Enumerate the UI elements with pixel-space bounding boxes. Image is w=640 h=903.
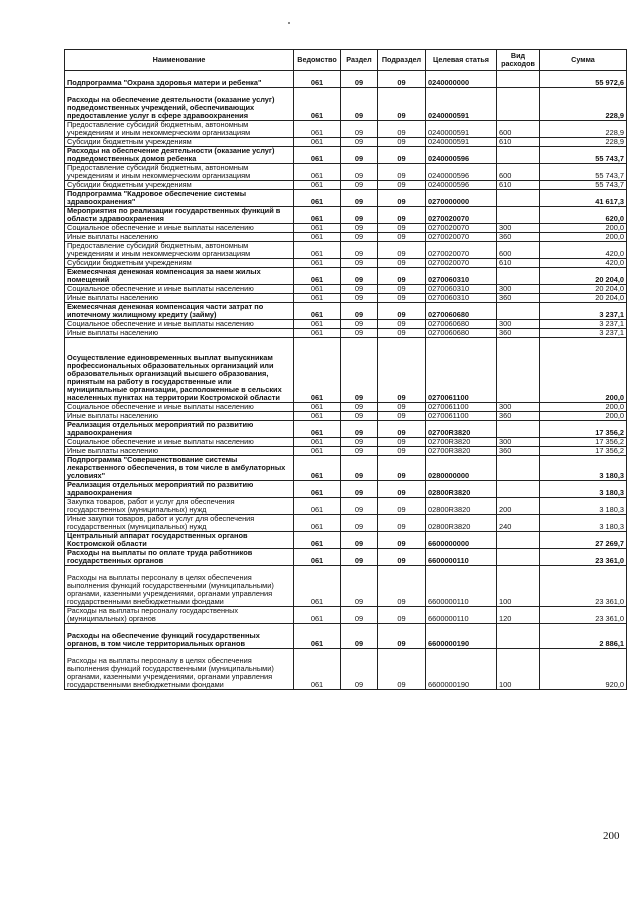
row-vedomstvo: 061 [294,164,341,181]
row-podrazdel: 09 [378,164,426,181]
row-name: Расходы на обеспечение деятельности (оказание услуг) подведомственных учреждений, обеспечивающих предоставление услуг в сфере здравоохранения [65,88,294,121]
row-name: Иные выплаты населению [65,329,294,338]
row-expense-type [497,456,540,481]
row-podrazdel: 09 [378,456,426,481]
row-razdel: 09 [341,438,378,447]
row-razdel: 09 [341,607,378,624]
row-podrazdel: 09 [378,515,426,532]
row-name: Социальное обеспечение и иные выплаты населению [65,438,294,447]
row-target-article: 0240000596 [426,181,497,190]
row-razdel: 09 [341,190,378,207]
row-vedomstvo: 061 [294,338,341,403]
row-razdel: 09 [341,207,378,224]
row-vedomstvo: 061 [294,147,341,164]
row-target-article: 0270000000 [426,190,497,207]
row-sum: 228,9 [540,121,627,138]
row-target-article: 0240000596 [426,164,497,181]
row-razdel: 09 [341,88,378,121]
row-name: Иные закупки товаров, работ и услуг для обеспечения государственных (муниципальных) нужд [65,515,294,532]
row-vedomstvo: 061 [294,403,341,412]
row-razdel: 09 [341,242,378,259]
row-razdel: 09 [341,181,378,190]
row-razdel: 09 [341,259,378,268]
row-sum: 3 237,1 [540,320,627,329]
header-vedomstvo: Ведомство [294,50,341,71]
table-body [65,71,627,690]
row-target-article: 0270020070 [426,242,497,259]
row-sum: 17 356,2 [540,438,627,447]
row-target-article: 02800R3820 [426,515,497,532]
row-razdel: 09 [341,566,378,607]
row-name: Субсидии бюджетным учреждениям [65,138,294,147]
row-expense-type [497,147,540,164]
table-header-row [65,50,627,71]
row-vedomstvo: 061 [294,190,341,207]
header-razdel: Раздел [341,50,378,71]
table-row [65,412,627,421]
row-name: Расходы на выплаты по оплате труда работников государственных органов [65,549,294,566]
table-row [65,481,627,498]
table-row [65,303,627,320]
row-name: Социальное обеспечение и иные выплаты населению [65,285,294,294]
row-vedomstvo: 061 [294,412,341,421]
table-row [65,294,627,303]
row-sum: 200,0 [540,224,627,233]
table-row [65,147,627,164]
row-name: Расходы на выплаты персоналу в целях обеспечения выполнения функций государственными (муниципальными) органами, казенными учреждениями, органами управления государственными внебюджетными фондами [65,566,294,607]
row-podrazdel: 09 [378,233,426,242]
row-sum: 55 743,7 [540,181,627,190]
row-name: Подпрограмма "Кадровое обеспечение системы здравоохранения" [65,190,294,207]
row-expense-type [497,549,540,566]
row-vedomstvo: 061 [294,532,341,549]
row-expense-type: 360 [497,447,540,456]
row-sum: 2 886,1 [540,624,627,649]
row-sum: 23 361,0 [540,549,627,566]
row-vedomstvo: 061 [294,268,341,285]
row-podrazdel: 09 [378,259,426,268]
row-name: Реализация отдельных мероприятий по развитию здравоохранения [65,481,294,498]
row-expense-type: 610 [497,138,540,147]
row-podrazdel: 09 [378,88,426,121]
row-target-article: 0270060680 [426,303,497,320]
row-expense-type [497,338,540,403]
row-expense-type: 200 [497,498,540,515]
row-expense-type [497,88,540,121]
row-target-article: 02800R3820 [426,498,497,515]
row-target-article: 0240000000 [426,71,497,88]
row-expense-type: 360 [497,329,540,338]
table-row [65,285,627,294]
row-vedomstvo: 061 [294,320,341,329]
row-razdel: 09 [341,498,378,515]
row-podrazdel: 09 [378,566,426,607]
row-name: Предоставление субсидий бюджетным, автономным учреждениям и иным некоммерческим организациям [65,242,294,259]
row-name: Расходы на обеспечение функций государственных органов, в том числе территориальных органов [65,624,294,649]
row-name: Подпрограмма "Охрана здоровья матери и ребенка" [65,71,294,88]
row-target-article: 0270060310 [426,294,497,303]
row-sum: 420,0 [540,242,627,259]
row-vedomstvo: 061 [294,649,341,690]
row-target-article: 0270061100 [426,403,497,412]
row-sum: 55 972,6 [540,71,627,88]
table-row [65,447,627,456]
row-razdel: 09 [341,421,378,438]
row-name: Центральный аппарат государственных органов Костромской области [65,532,294,549]
row-expense-type [497,71,540,88]
row-sum: 3 180,3 [540,515,627,532]
row-razdel: 09 [341,481,378,498]
row-vedomstvo: 061 [294,438,341,447]
row-sum: 27 269,7 [540,532,627,549]
row-sum: 23 361,0 [540,566,627,607]
row-sum: 23 361,0 [540,607,627,624]
row-podrazdel: 09 [378,303,426,320]
row-podrazdel: 09 [378,294,426,303]
row-expense-type: 300 [497,224,540,233]
table-row [65,607,627,624]
table-row [65,549,627,566]
row-expense-type: 300 [497,320,540,329]
row-vedomstvo: 061 [294,329,341,338]
table-row [65,338,627,403]
row-podrazdel: 09 [378,447,426,456]
row-vedomstvo: 061 [294,481,341,498]
table-row [65,224,627,233]
row-vedomstvo: 061 [294,88,341,121]
row-expense-type: 300 [497,285,540,294]
row-razdel: 09 [341,71,378,88]
row-expense-type: 360 [497,412,540,421]
row-vedomstvo: 061 [294,285,341,294]
table-row [65,515,627,532]
row-name: Осуществление единовременных выплат выпускникам профессиональных образовательных организаций или образовательных организаций высшего образования, принятым на работу в государственные или муниципальные организации, расположенные в сельских населенных пунктах на территории Костромской области [65,338,294,403]
row-razdel: 09 [341,549,378,566]
table-row [65,233,627,242]
table-row [65,71,627,88]
row-podrazdel: 09 [378,549,426,566]
row-sum: 55 743,7 [540,164,627,181]
table-row [65,138,627,147]
header-name: Наименование [65,50,294,71]
row-razdel: 09 [341,515,378,532]
row-podrazdel: 09 [378,224,426,233]
row-podrazdel: 09 [378,190,426,207]
row-expense-type [497,303,540,320]
row-podrazdel: 09 [378,624,426,649]
row-expense-type: 300 [497,438,540,447]
row-podrazdel: 09 [378,138,426,147]
row-expense-type: 100 [497,566,540,607]
row-vedomstvo: 061 [294,498,341,515]
row-target-article: 6600000110 [426,549,497,566]
row-razdel: 09 [341,320,378,329]
row-podrazdel: 09 [378,438,426,447]
row-target-article: 0270060310 [426,268,497,285]
row-name: Социальное обеспечение и иные выплаты населению [65,320,294,329]
budget-table-sheet [64,49,626,690]
row-sum: 3 237,1 [540,329,627,338]
row-sum: 200,0 [540,403,627,412]
header-podrazdel: Подраздел [378,50,426,71]
row-razdel: 09 [341,403,378,412]
row-podrazdel: 09 [378,242,426,259]
row-podrazdel: 09 [378,338,426,403]
row-podrazdel: 09 [378,285,426,294]
row-podrazdel: 09 [378,329,426,338]
row-target-article: 02800R3820 [426,481,497,498]
row-target-article: 6600000000 [426,532,497,549]
row-vedomstvo: 061 [294,294,341,303]
row-vedomstvo: 061 [294,224,341,233]
row-razdel: 09 [341,285,378,294]
row-expense-type: 100 [497,649,540,690]
table-row [65,403,627,412]
row-expense-type [497,421,540,438]
page-number: 200 [603,830,620,842]
row-target-article: 0240000596 [426,147,497,164]
row-razdel: 09 [341,532,378,549]
row-vedomstvo: 061 [294,303,341,320]
table-row [65,268,627,285]
table-row [65,242,627,259]
row-podrazdel: 09 [378,532,426,549]
row-name: Социальное обеспечение и иные выплаты населению [65,403,294,412]
row-name: Расходы на обеспечение деятельности (оказание услуг) подведомственных домов ребенка [65,147,294,164]
table-row [65,181,627,190]
row-sum: 200,0 [540,338,627,403]
row-name: Мероприятия по реализации государственных функций в области здравоохранения [65,207,294,224]
row-target-article: 02700R3820 [426,421,497,438]
row-target-article: 0270060680 [426,320,497,329]
row-vedomstvo: 061 [294,242,341,259]
table-row [65,532,627,549]
row-sum: 41 617,3 [540,190,627,207]
row-razdel: 09 [341,224,378,233]
row-razdel: 09 [341,456,378,481]
row-podrazdel: 09 [378,412,426,421]
row-target-article: 0270061100 [426,338,497,403]
table-row [65,438,627,447]
row-name: Подпрограмма "Совершенствование системы лекарственного обеспечения, в том числе в амбулаторных условиях" [65,456,294,481]
row-vedomstvo: 061 [294,259,341,268]
row-expense-type: 610 [497,259,540,268]
row-name: Иные выплаты населению [65,294,294,303]
row-podrazdel: 09 [378,421,426,438]
row-name: Предоставление субсидий бюджетным, автономным учреждениям и иным некоммерческим организациям [65,164,294,181]
row-name: Ежемесячная денежная компенсация части затрат по ипотечному жилищному кредиту (займу) [65,303,294,320]
row-name: Иные выплаты населению [65,447,294,456]
row-sum: 20 204,0 [540,268,627,285]
row-name: Ежемесячная денежная компенсация за наем жилых помещений [65,268,294,285]
row-razdel: 09 [341,303,378,320]
row-target-article: 6600000110 [426,566,497,607]
row-vedomstvo: 061 [294,233,341,242]
row-expense-type: 240 [497,515,540,532]
row-podrazdel: 09 [378,498,426,515]
row-razdel: 09 [341,138,378,147]
row-expense-type: 300 [497,403,540,412]
row-vedomstvo: 061 [294,624,341,649]
row-name: Субсидии бюджетным учреждениям [65,259,294,268]
row-podrazdel: 09 [378,121,426,138]
row-podrazdel: 09 [378,207,426,224]
row-razdel: 09 [341,147,378,164]
row-target-article: 0270020070 [426,224,497,233]
table-row [65,164,627,181]
table-row [65,649,627,690]
row-vedomstvo: 061 [294,549,341,566]
table-row [65,566,627,607]
row-vedomstvo: 061 [294,181,341,190]
row-target-article: 02700R3820 [426,447,497,456]
row-target-article: 0240000591 [426,121,497,138]
header-target-article: Целевая статья [426,50,497,71]
row-expense-type [497,207,540,224]
row-target-article: 6600000110 [426,607,497,624]
row-sum: 228,9 [540,88,627,121]
table-row [65,121,627,138]
table-row [65,88,627,121]
row-sum: 20 204,0 [540,285,627,294]
budget-table [64,49,627,690]
row-name: Закупка товаров, работ и услуг для обеспечения государственных (муниципальных) нужд [65,498,294,515]
row-razdel: 09 [341,447,378,456]
row-razdel: 09 [341,329,378,338]
row-name: Расходы на выплаты персоналу в целях обеспечения выполнения функций государственными (муниципальными) органами, казенными учреждениями, органами управления государственными внебюджетными фондами [65,649,294,690]
row-expense-type [497,268,540,285]
row-vedomstvo: 061 [294,566,341,607]
row-razdel: 09 [341,624,378,649]
row-expense-type: 600 [497,164,540,181]
row-podrazdel: 09 [378,181,426,190]
row-vedomstvo: 061 [294,138,341,147]
row-vedomstvo: 061 [294,515,341,532]
row-podrazdel: 09 [378,268,426,285]
row-target-article: 0270060310 [426,285,497,294]
row-razdel: 09 [341,121,378,138]
row-podrazdel: 09 [378,147,426,164]
row-expense-type [497,532,540,549]
row-name: Предоставление субсидий бюджетным, автономным учреждениям и иным некоммерческим организациям [65,121,294,138]
row-razdel: 09 [341,164,378,181]
row-sum: 3 237,1 [540,303,627,320]
row-target-article: 6600000190 [426,624,497,649]
row-target-article: 0240000591 [426,138,497,147]
row-podrazdel: 09 [378,320,426,329]
row-expense-type: 120 [497,607,540,624]
row-vedomstvo: 061 [294,71,341,88]
row-target-article: 6600000190 [426,649,497,690]
row-target-article: 0270060680 [426,329,497,338]
table-row [65,190,627,207]
row-target-article: 0270020070 [426,233,497,242]
row-expense-type: 360 [497,233,540,242]
row-name: Иные выплаты населению [65,412,294,421]
row-expense-type: 610 [497,181,540,190]
header-sum: Сумма [540,50,627,71]
row-sum: 17 356,2 [540,421,627,438]
row-vedomstvo: 061 [294,207,341,224]
row-target-article: 02700R3820 [426,438,497,447]
row-sum: 920,0 [540,649,627,690]
row-razdel: 09 [341,412,378,421]
row-name: Реализация отдельных мероприятий по развитию здравоохранения [65,421,294,438]
row-razdel: 09 [341,294,378,303]
row-sum: 420,0 [540,259,627,268]
row-sum: 200,0 [540,233,627,242]
table-row [65,456,627,481]
row-expense-type: 360 [497,294,540,303]
table-row [65,498,627,515]
row-expense-type: 600 [497,242,540,259]
row-expense-type [497,481,540,498]
row-expense-type: 600 [497,121,540,138]
row-vedomstvo: 061 [294,121,341,138]
row-razdel: 09 [341,649,378,690]
row-razdel: 09 [341,233,378,242]
row-podrazdel: 09 [378,71,426,88]
table-row [65,320,627,329]
row-expense-type [497,190,540,207]
row-sum: 20 204,0 [540,294,627,303]
table-row [65,329,627,338]
row-vedomstvo: 061 [294,421,341,438]
row-podrazdel: 09 [378,403,426,412]
row-podrazdel: 09 [378,649,426,690]
row-target-article: 0270020070 [426,259,497,268]
table-row [65,259,627,268]
row-sum: 3 180,3 [540,481,627,498]
row-sum: 3 180,3 [540,456,627,481]
row-sum: 228,9 [540,138,627,147]
header-expense-type: Вид расходов [497,50,540,71]
row-name: Расходы на выплаты персоналу государственных (муниципальных) органов [65,607,294,624]
row-expense-type [497,624,540,649]
row-name: Субсидии бюджетным учреждениям [65,181,294,190]
scan-speck [288,22,290,24]
row-vedomstvo: 061 [294,607,341,624]
table-row [65,421,627,438]
table-row [65,207,627,224]
row-podrazdel: 09 [378,607,426,624]
row-sum: 17 356,2 [540,447,627,456]
row-sum: 3 180,3 [540,498,627,515]
row-name: Социальное обеспечение и иные выплаты населению [65,224,294,233]
row-razdel: 09 [341,268,378,285]
row-name: Иные выплаты населению [65,233,294,242]
table-row [65,624,627,649]
row-podrazdel: 09 [378,481,426,498]
row-vedomstvo: 061 [294,456,341,481]
row-sum: 55 743,7 [540,147,627,164]
row-target-article: 0280000000 [426,456,497,481]
row-target-article: 0270020070 [426,207,497,224]
row-target-article: 0240000591 [426,88,497,121]
row-target-article: 0270061100 [426,412,497,421]
row-razdel: 09 [341,338,378,403]
row-vedomstvo: 061 [294,447,341,456]
row-sum: 200,0 [540,412,627,421]
row-sum: 620,0 [540,207,627,224]
